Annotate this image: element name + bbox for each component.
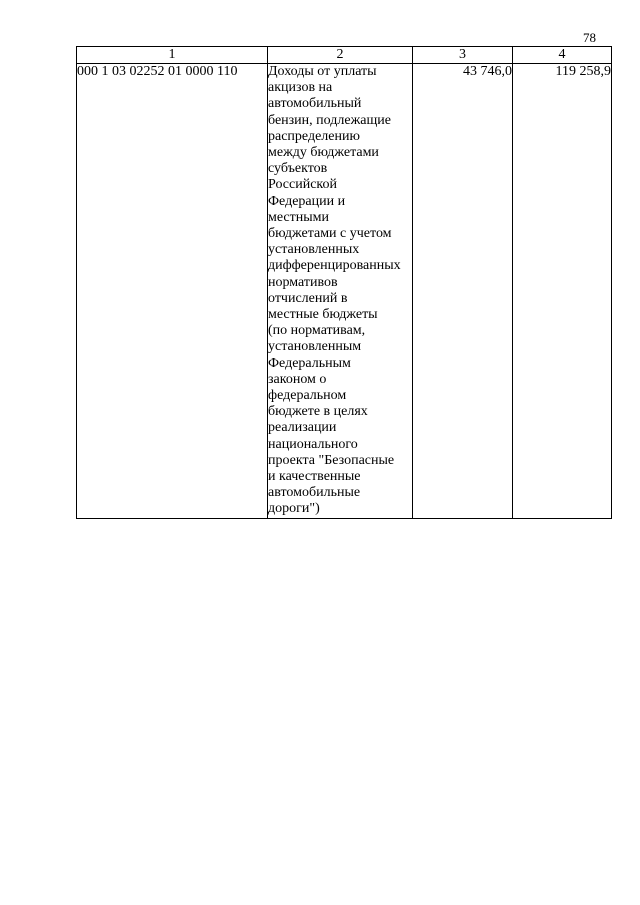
income-name-line: Доходы от уплаты — [268, 64, 377, 79]
budget-classification-code: 000 1 03 02252 01 0000 110 — [77, 64, 268, 519]
income-name-line: бюджетами с учетом — [268, 226, 392, 242]
amount-col4: 119 258,9 — [555, 64, 611, 79]
income-name-line: субъектов — [268, 161, 328, 177]
income-name-line: и качественные — [268, 469, 361, 485]
amount-col3: 43 746,0 — [463, 64, 512, 79]
income-name-line: распределению — [268, 128, 360, 144]
income-name-line: между бюджетами — [268, 145, 379, 161]
income-name-cell — [268, 64, 413, 519]
income-name-line: установленных — [268, 242, 360, 258]
column-header-3: 3 — [413, 47, 513, 64]
income-name-line: нормативов — [268, 274, 338, 290]
income-name-line: местными — [268, 209, 330, 225]
income-name-line: проекта "Безопасные — [268, 452, 395, 468]
column-header-1: 1 — [77, 47, 268, 64]
income-name-line: (по нормативам, — [268, 323, 366, 339]
page-number: 78 — [583, 30, 596, 45]
table-header-row — [77, 47, 612, 64]
income-name-line: Федеральным — [268, 355, 351, 371]
income-name-line: дороги") — [268, 501, 320, 517]
income-name-line: национального — [268, 436, 358, 452]
income-name-line: федеральном — [268, 388, 347, 404]
income-name-line: автомобильный — [268, 96, 362, 112]
income-name-line: бензин, подлежащие — [268, 112, 391, 128]
income-name-line: автомобильные — [268, 485, 361, 501]
amount-col3-cell — [413, 64, 513, 519]
income-name-line: дифференцированных — [268, 258, 401, 274]
income-name-line: отчислений в — [268, 290, 348, 306]
table-row — [77, 64, 612, 519]
column-header-4: 4 — [513, 47, 612, 64]
amount-col4-cell — [513, 64, 612, 519]
income-name-line: акцизов на — [268, 80, 333, 96]
income-name-line: Российской — [268, 177, 337, 193]
income-name-line: законом о — [268, 371, 327, 387]
income-name-line: местные бюджеты — [268, 307, 378, 323]
income-name-line: реализации — [268, 420, 337, 436]
income-name-line: Федерации и — [268, 193, 346, 209]
income-name-line: установленным — [268, 339, 362, 355]
income-name-line: бюджете в целях — [268, 404, 368, 420]
budget-table — [76, 46, 612, 519]
column-header-2: 2 — [268, 47, 413, 64]
